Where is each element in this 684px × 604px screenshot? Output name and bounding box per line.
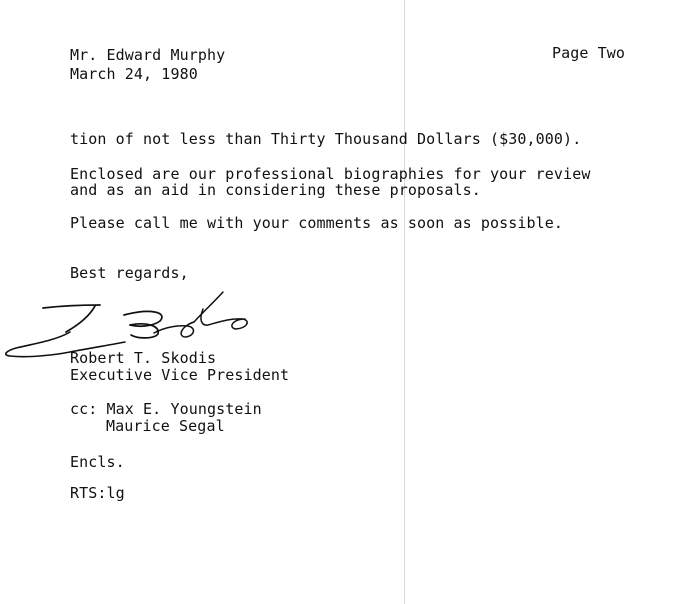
body-paragraph-2-line-2: and as an aid in considering these proposals. — [70, 181, 481, 199]
reference-initials: RTS:lg — [70, 484, 125, 502]
page-fold-line — [404, 0, 405, 604]
cc-line-2: Maurice Segal — [106, 417, 225, 435]
body-paragraph-3: Please call me with your comments as soon as possible. — [70, 214, 564, 232]
enclosures-notation: Encls. — [70, 453, 125, 471]
cc-line-1: cc: Max E. Youngstein — [70, 400, 262, 418]
signer-name: Robert T. Skodis — [70, 349, 217, 367]
body-paragraph-2-line-1: Enclosed are our professional biographies for your review — [70, 165, 591, 183]
signer-title: Executive Vice President — [70, 366, 290, 384]
body-paragraph-1: tion of not less than Thirty Thousand Dollars ($30,000). — [70, 130, 582, 148]
letter-date: March 24, 1980 — [70, 65, 198, 83]
closing-salutation: Best regards, — [70, 264, 189, 282]
recipient-name: Mr. Edward Murphy — [70, 46, 226, 64]
page-label: Page Two — [552, 44, 626, 62]
